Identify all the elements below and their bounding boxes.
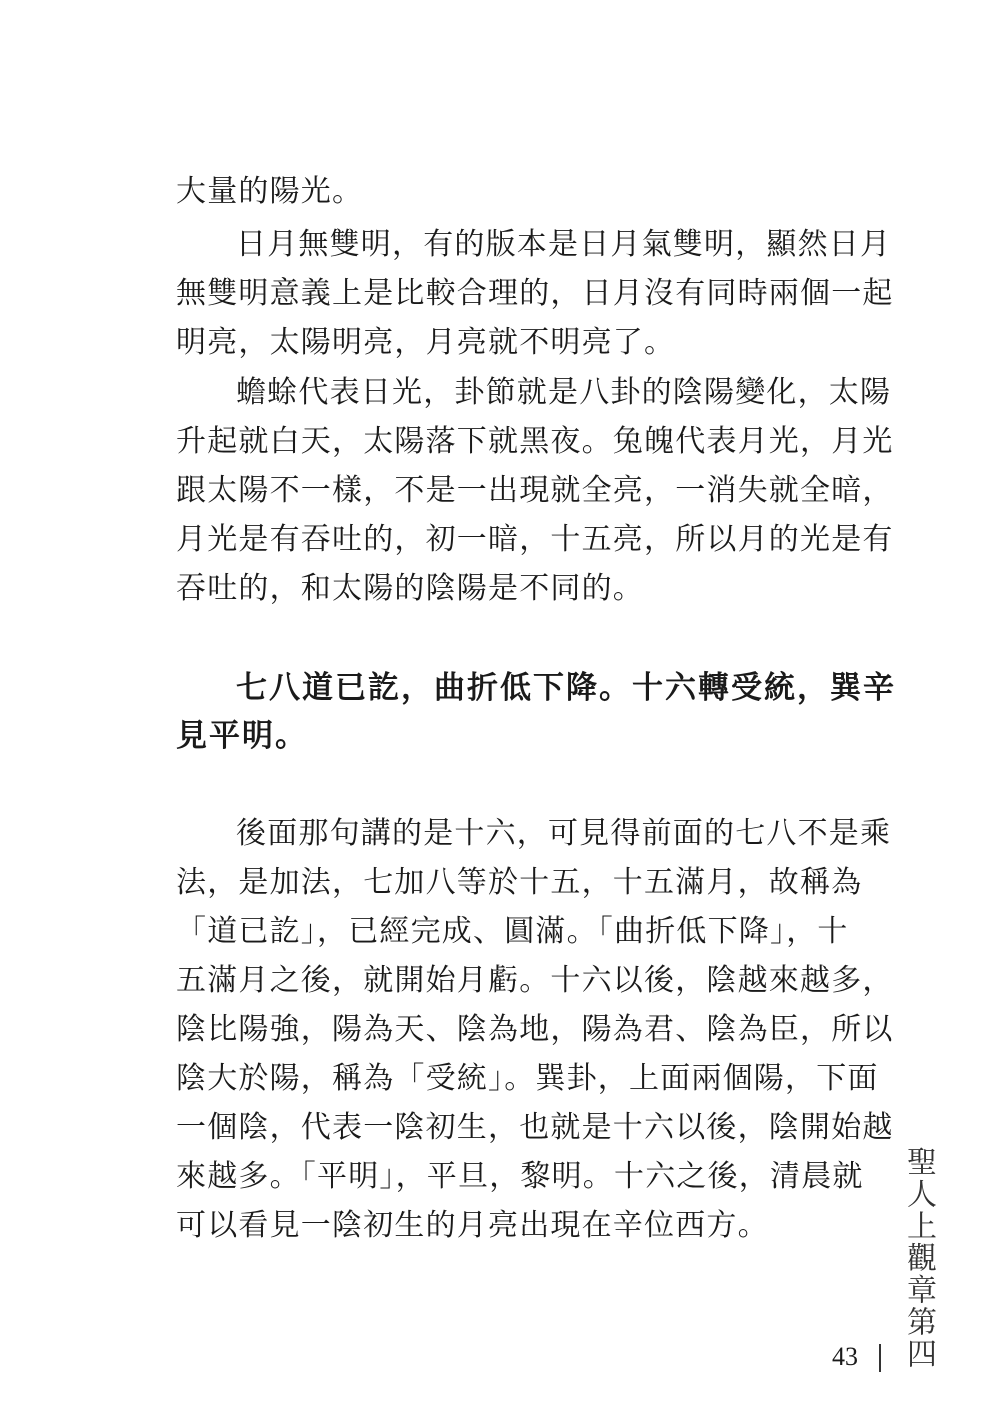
text-line: 吞吐的，和太陽的陰陽是不同的。 [176, 571, 644, 606]
text-line: 升起就白天，太陽落下就黑夜。兔魄代表月光，月光 [176, 424, 894, 459]
page-number: 43 [832, 1342, 858, 1371]
text-line: 來越多。「平明」，平旦，黎明。十六之後，清晨就 [176, 1159, 864, 1194]
quote-line: 見平明。 [176, 718, 308, 754]
text-line: 蟾蜍代表日光，卦節就是八卦的陰陽變化，太陽 [236, 375, 892, 410]
page-number-divider [879, 1344, 881, 1372]
text-line: 陰比陽強，陽為天、陰為地，陽為君、陰為臣，所以 [176, 1012, 894, 1047]
text-line: 日月無雙明，有的版本是日月氣雙明，顯然日月 [236, 227, 892, 262]
text-line: 可以看見一陰初生的月亮出現在辛位西方。 [176, 1208, 769, 1243]
text-line: 無雙明意義上是比較合理的，日月沒有同時兩個一起 [176, 276, 894, 311]
text-line: 陰大於陽，稱為「受統」。巽卦，上面兩個陽，下面 [176, 1061, 879, 1096]
text-line: 大量的陽光。 [176, 174, 364, 209]
text-line: 明亮，太陽明亮，月亮就不明亮了。 [176, 325, 676, 360]
text-line: 「道已訖」，已經完成、圓滿。「曲折低下降」，十 [176, 914, 849, 949]
text-line: 一個陰，代表一陰初生，也就是十六以後，陰開始越 [176, 1110, 894, 1145]
text-line: 跟太陽不一樣，不是一出現就全亮，一消失就全暗， [176, 473, 894, 508]
text-line: 法，是加法，七加八等於十五，十五滿月，故稱為 [176, 865, 863, 900]
text-line: 五滿月之後，就開始月虧。十六以後，陰越來越多， [176, 963, 894, 998]
quote-line: 七八道已訖，曲折低下降。十六轉受統，巽辛 [236, 670, 896, 706]
text-line: 月光是有吞吐的，初一暗，十五亮，所以月的光是有 [176, 522, 894, 557]
text-line: 後面那句講的是十六，可見得前面的七八不是乘 [236, 816, 892, 851]
chapter-title: 聖人上觀章第四 [901, 1146, 936, 1370]
